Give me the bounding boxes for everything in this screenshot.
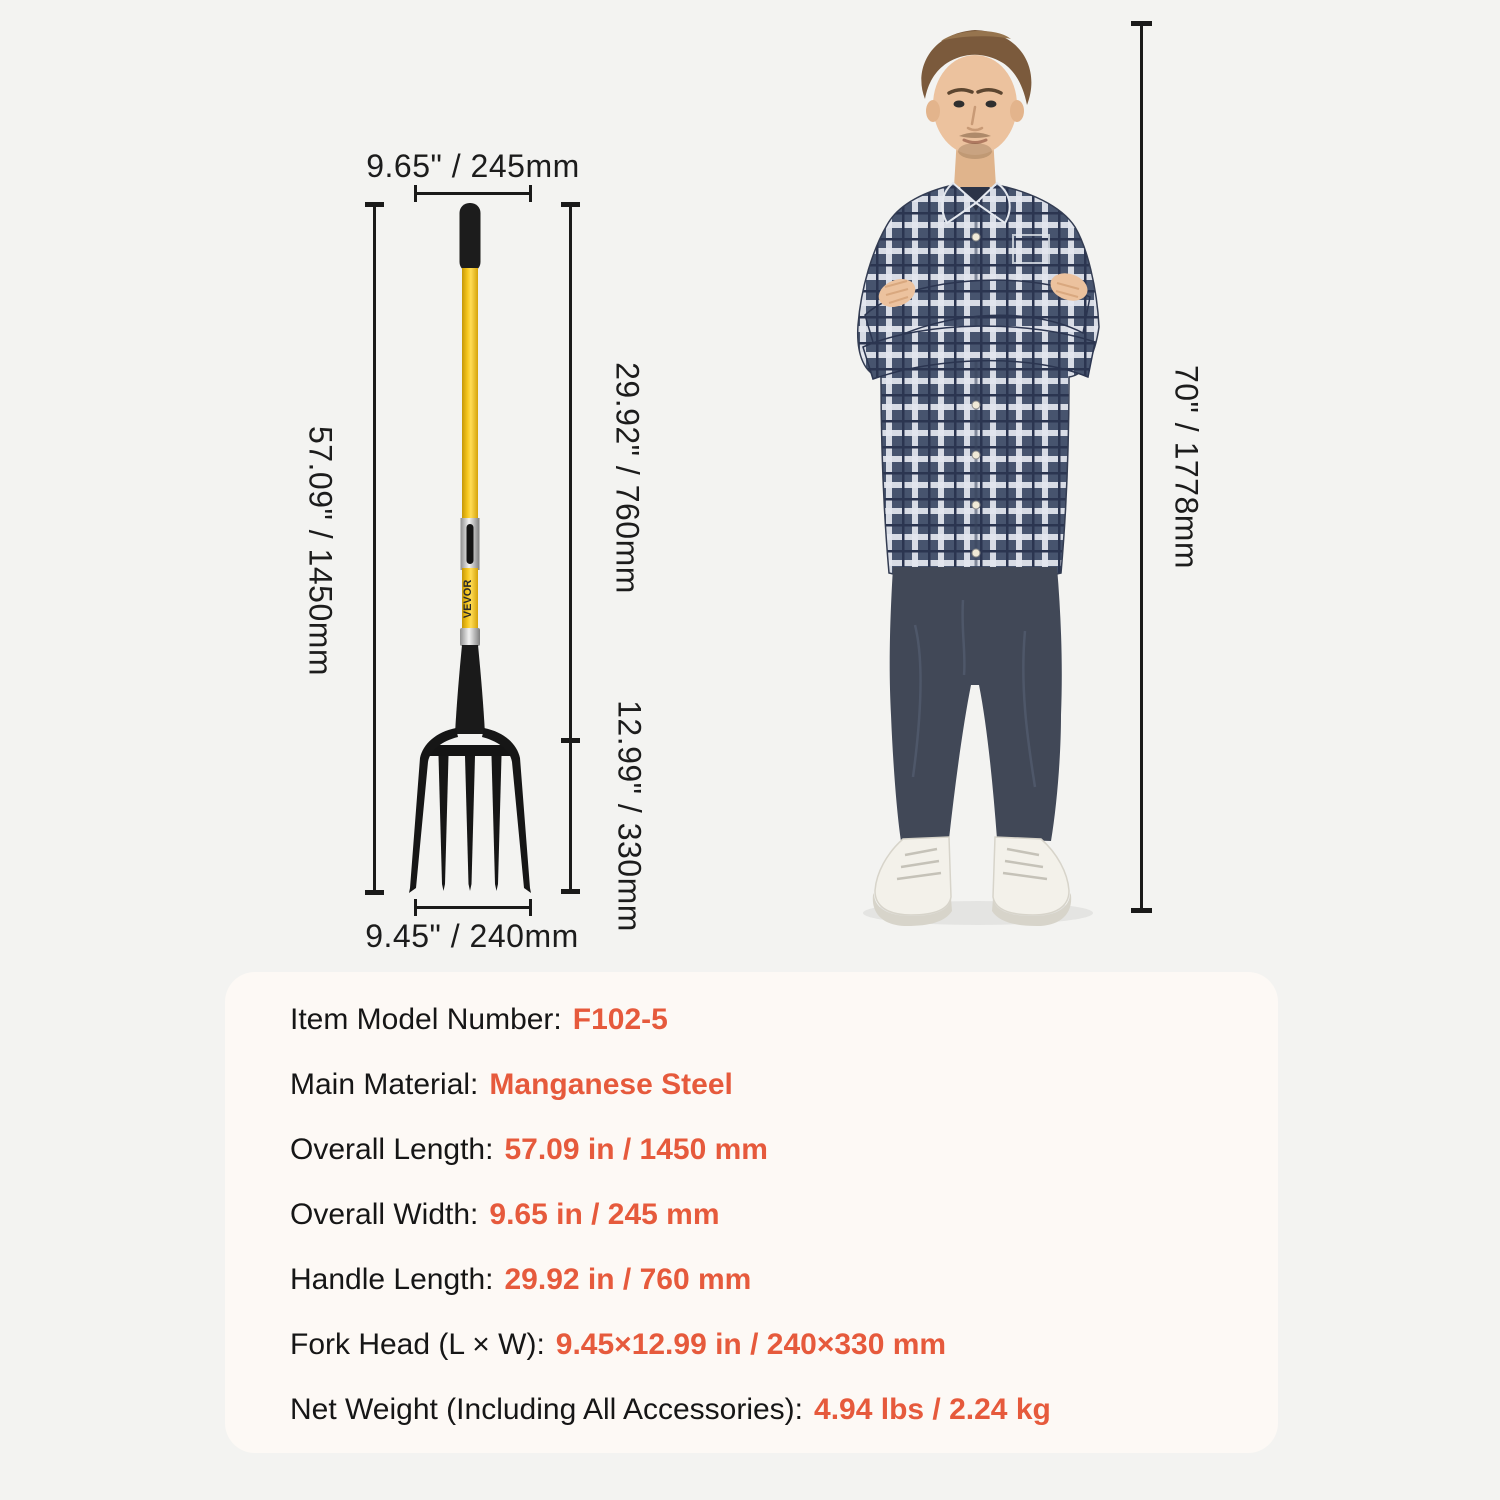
face — [933, 55, 1017, 155]
fork-socket — [455, 645, 485, 734]
fork-collar — [460, 628, 480, 646]
dim-label-fork-head-length: 12.99" / 330mm — [611, 700, 648, 932]
fork-tine-inner-left — [439, 756, 449, 891]
spec-label: Item Model Number: — [290, 1002, 562, 1036]
dim-line-person-height — [1140, 24, 1143, 912]
fork-shaft-upper — [462, 268, 478, 520]
dim-tick-top-right — [529, 185, 532, 202]
spec-label: Net Weight (Including All Accessories): — [290, 1392, 804, 1426]
spec-row — [290, 1052, 1238, 1117]
ear-left — [926, 100, 940, 122]
spec-row — [290, 1312, 1238, 1377]
shirt-button — [972, 451, 980, 459]
pants — [890, 567, 1062, 841]
fork-tine-inner-right — [492, 756, 502, 891]
spec-value: 4.94 lbs / 2.24 kg — [814, 1392, 1051, 1426]
dim-tick-top-left — [414, 185, 417, 202]
dim-label-overall-width-top: 9.65" / 245mm — [366, 148, 580, 184]
fork-chrome-window — [467, 524, 474, 564]
spec-value: F102-5 — [572, 1002, 668, 1036]
dim-line-bottom — [415, 906, 531, 909]
shirt-button — [972, 401, 980, 409]
spec-label: Main Material: — [290, 1067, 479, 1101]
dim-tick-left-bottom — [365, 890, 384, 895]
spec-row — [290, 987, 1238, 1052]
spec-value: 9.65 in / 245 mm — [489, 1197, 720, 1231]
dim-tick-bottom-right — [529, 899, 532, 916]
spec-value: 9.45×12.99 in / 240×330 mm — [555, 1327, 947, 1361]
brand-logo: VEVOR — [462, 579, 474, 619]
eye-right — [986, 101, 997, 108]
spec-row — [290, 1247, 1238, 1312]
spec-label: Overall Length: — [290, 1132, 494, 1166]
chin-stubble — [958, 143, 992, 159]
dim-line-top — [415, 192, 531, 195]
fork-illustration — [350, 196, 590, 906]
dim-tick-person-bottom — [1131, 908, 1152, 913]
spec-card — [225, 972, 1278, 1453]
shirt-button — [972, 501, 980, 509]
dim-label-fork-head-width: 9.45" / 240mm — [365, 918, 579, 954]
spec-value: 29.92 in / 760 mm — [504, 1262, 752, 1296]
person-image — [845, 25, 1115, 930]
dim-tick-right-bottom — [561, 889, 580, 894]
spec-label: Handle Length: — [290, 1262, 494, 1296]
dim-label-person-height: 70" / 1778mm — [1168, 364, 1205, 570]
spec-row — [290, 1117, 1238, 1182]
dim-tick-right-top — [561, 202, 580, 207]
shirt-button — [972, 549, 980, 557]
dim-tick-right-middle — [561, 738, 580, 743]
spec-label: Overall Width: — [290, 1197, 479, 1231]
spec-row — [290, 1377, 1238, 1442]
fork-grip — [460, 203, 481, 272]
fork-crossbar — [426, 745, 514, 756]
dim-label-overall-length: 57.09" / 1450mm — [302, 425, 339, 677]
spec-value: 57.09 in / 1450 mm — [504, 1132, 768, 1166]
dim-tick-left-top — [365, 202, 384, 207]
dim-tick-person-top — [1131, 21, 1152, 26]
shirt — [858, 185, 1099, 584]
dim-line-overall-length — [373, 205, 376, 894]
shirt-button — [972, 233, 980, 241]
spec-value: Manganese Steel — [489, 1067, 733, 1101]
pitchfork-image — [350, 196, 590, 906]
spec-label: Fork Head (L × W): — [290, 1327, 545, 1361]
ear-right — [1010, 100, 1024, 122]
spec-row — [290, 1182, 1238, 1247]
dim-line-right — [569, 205, 572, 893]
eye-left — [954, 101, 965, 108]
dim-tick-bottom-left — [414, 899, 417, 916]
dim-label-handle-length: 29.92" / 760mm — [609, 362, 646, 594]
person-figure — [845, 25, 1115, 930]
fork-tine-center — [465, 756, 475, 891]
